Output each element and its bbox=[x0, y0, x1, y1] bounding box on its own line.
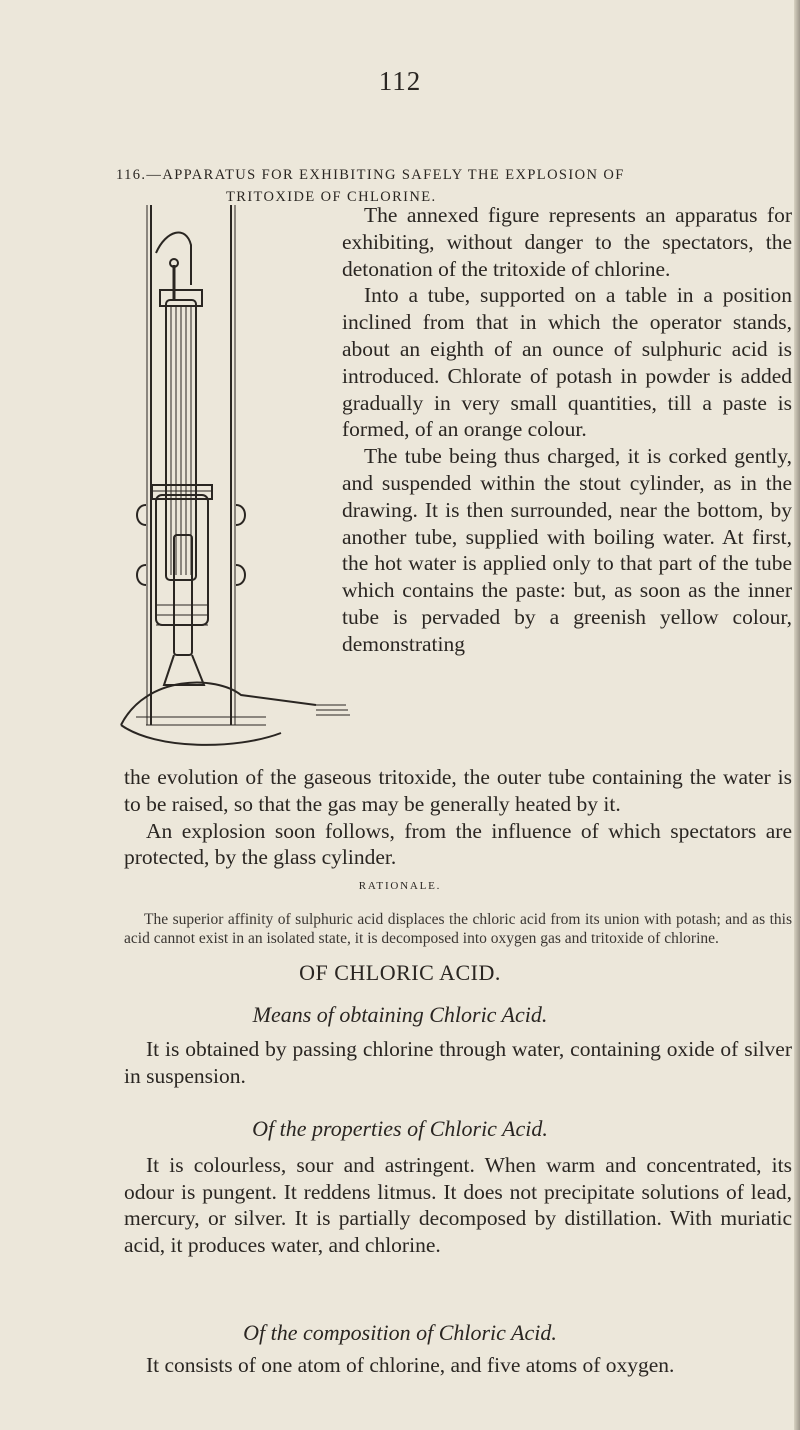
means-text: It is obtained by passing chlorine through water, containing oxide of silver in suspension. bbox=[124, 1037, 792, 1088]
page-edge-shadow bbox=[794, 0, 800, 1430]
intro-paragraph-3: The tube being thus charged, it is corked gently, and suspended within the stout cylinder, as in the drawing. It is then surrounded, near the bottom, by another tube, supplied with boiling water. At first, the hot water is applied only to that part of the tube which contains the paste: but, as soon as the inner tube is pervaded by a greenish yellow colour, demonstrating bbox=[342, 444, 792, 656]
subheading-composition: Of the composition of Chloric Acid. bbox=[243, 1320, 557, 1345]
rationale-text: The superior affinity of sulphuric acid displaces the chloric acid from its union with potash; and as this acid cannot exist in an isolated state, it is decomposed into oxygen gas and tritoxide of chlorine. bbox=[124, 911, 792, 947]
apparatus-illustration bbox=[116, 205, 356, 760]
section-body-composition bbox=[124, 1352, 792, 1379]
section-heading-line-2: TRITOXIDE OF CHLORINE. bbox=[226, 189, 437, 205]
subheading-properties: Of the properties of Chloric Acid. bbox=[252, 1116, 548, 1141]
section-body-means bbox=[124, 1036, 792, 1089]
subheading-means: Means of obtaining Chloric Acid. bbox=[252, 1002, 548, 1027]
page-number: 112 bbox=[378, 66, 422, 96]
apparatus-drawing bbox=[116, 205, 356, 760]
rationale-title: RATIONALE. bbox=[358, 880, 442, 892]
explosion-paragraph: An explosion soon follows, from the influence of which spectators are protected, by the glass cylinder. bbox=[124, 818, 792, 870]
intro-paragraph-1: The annexed figure represents an apparatus for exhibiting, without danger to the spectators, the detonation of the tritoxide of chlorine. bbox=[342, 203, 792, 281]
intro-text bbox=[342, 202, 792, 658]
properties-text: It is colourless, sour and astringent. When warm and concentrated, its odour is pungent. It reddens litmus. It does not precipitate solutions of lead, mercury, or silver. It is partially decomposed by distillation. With muriatic acid, it produces water, and chlorine. bbox=[124, 1153, 792, 1257]
continuation-text: the evolution of the gaseous tritoxide, the outer tube containing the water is to be raised, so that the gas may be generally heated by it. bbox=[124, 765, 792, 816]
rationale-body bbox=[124, 910, 792, 948]
section-heading-line-1: 116.—APPARATUS FOR EXHIBITING SAFELY THE EXPLOSION OF bbox=[116, 167, 625, 183]
full-width-text bbox=[124, 764, 792, 871]
intro-paragraph-2: Into a tube, supported on a table in a position inclined from that in which the operator stands, about an eighth of an ounce of sulphuric acid is introduced. Chlorate of potash in powder is added gradually in very small quantities, till a paste is formed, of an orange colour. bbox=[342, 283, 792, 442]
chapter-title: OF CHLORIC ACID. bbox=[299, 960, 501, 985]
section-body-properties bbox=[124, 1152, 792, 1258]
composition-text: It consists of one atom of chlorine, and five atoms of oxygen. bbox=[146, 1353, 675, 1377]
